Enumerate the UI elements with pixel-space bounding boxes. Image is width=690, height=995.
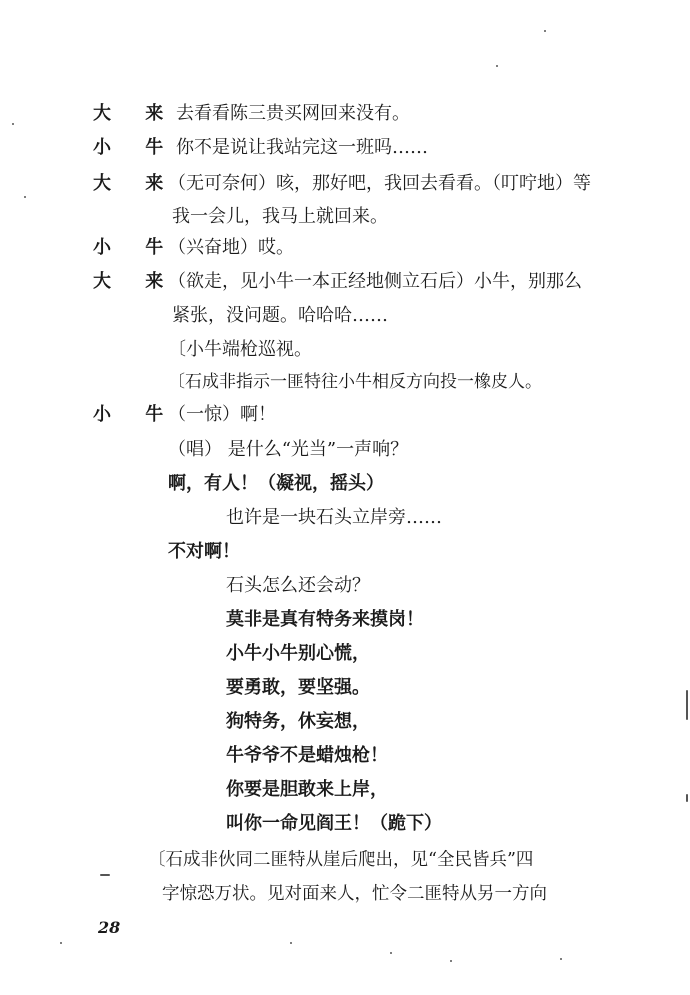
- scan-speck: [24, 196, 26, 198]
- dialogue-line: 你不是说让我站完这一班吗……: [176, 137, 428, 158]
- dialogue-line: （一惊）啊！: [168, 404, 276, 425]
- scan-speck: [390, 952, 392, 954]
- speaker-label: 小 牛: [93, 404, 178, 425]
- scan-speck: [290, 942, 292, 944]
- song-line: 狗特务，休妄想，: [226, 711, 370, 732]
- scan-speck: [686, 690, 688, 720]
- dialogue-line: （欲走，见小牛一本正经地侧立石后）小牛，别那么: [168, 271, 582, 292]
- stage-direction: 字惊恐万状。见对面来人，忙令二匪特从另一方向: [162, 884, 547, 904]
- dialogue-line: （无可奈何）咳，那好吧，我回去看看。（叮咛地）等: [168, 173, 591, 194]
- song-line: 小牛小牛别心慌，: [226, 643, 370, 664]
- scan-speck: [100, 874, 110, 876]
- speaker-label: 大 来: [93, 103, 178, 124]
- dialogue-line: 去看看陈三贵买网回来没有。: [176, 103, 410, 124]
- dialogue-line: （兴奋地）哎。: [168, 237, 294, 258]
- scan-speck: [686, 794, 688, 802]
- song-line: 莫非是真有特务来摸岗！: [226, 609, 424, 630]
- scan-speck: [496, 65, 498, 67]
- speaker-label: 小 牛: [93, 137, 178, 158]
- speaker-label: 大 来: [93, 173, 178, 194]
- song-line: （唱） 是什么“光当”一声响？: [168, 439, 409, 460]
- song-line: 不对啊！: [168, 541, 240, 562]
- song-line: 也许是一块石头立岸旁……: [226, 507, 442, 528]
- scan-speck: [12, 123, 14, 125]
- dialogue-line: 紧张，没问题。哈哈哈……: [172, 305, 388, 326]
- speaker-label: 大 来: [93, 271, 178, 292]
- page-number: 28: [98, 918, 121, 937]
- scan-speck: [450, 960, 452, 962]
- scan-speck: [544, 30, 546, 32]
- song-line: 石头怎么还会动？: [226, 575, 370, 596]
- scan-speck: [60, 942, 62, 944]
- stage-direction: 〔小牛端枪巡视。: [168, 339, 312, 360]
- stage-direction: 〔石成非伙同二匪特从崖后爬出，见“全民皆兵”四: [148, 850, 534, 870]
- song-line: 要勇敢，要坚强。: [226, 677, 370, 698]
- song-line: 叫你一命见阎王！（跪下）: [226, 813, 442, 834]
- song-line: 啊，有人！（凝视，摇头）: [168, 473, 384, 494]
- stage-direction: 〔石成非指示一匪特往小牛相反方向投一橡皮人。: [168, 372, 542, 392]
- song-line: 你要是胆敢来上岸，: [226, 779, 388, 800]
- dialogue-line: 我一会儿，我马上就回来。: [172, 206, 388, 227]
- song-line: 牛爷爷不是蜡烛枪！: [226, 745, 388, 766]
- speaker-label: 小 牛: [93, 237, 178, 258]
- scan-speck: [560, 958, 562, 960]
